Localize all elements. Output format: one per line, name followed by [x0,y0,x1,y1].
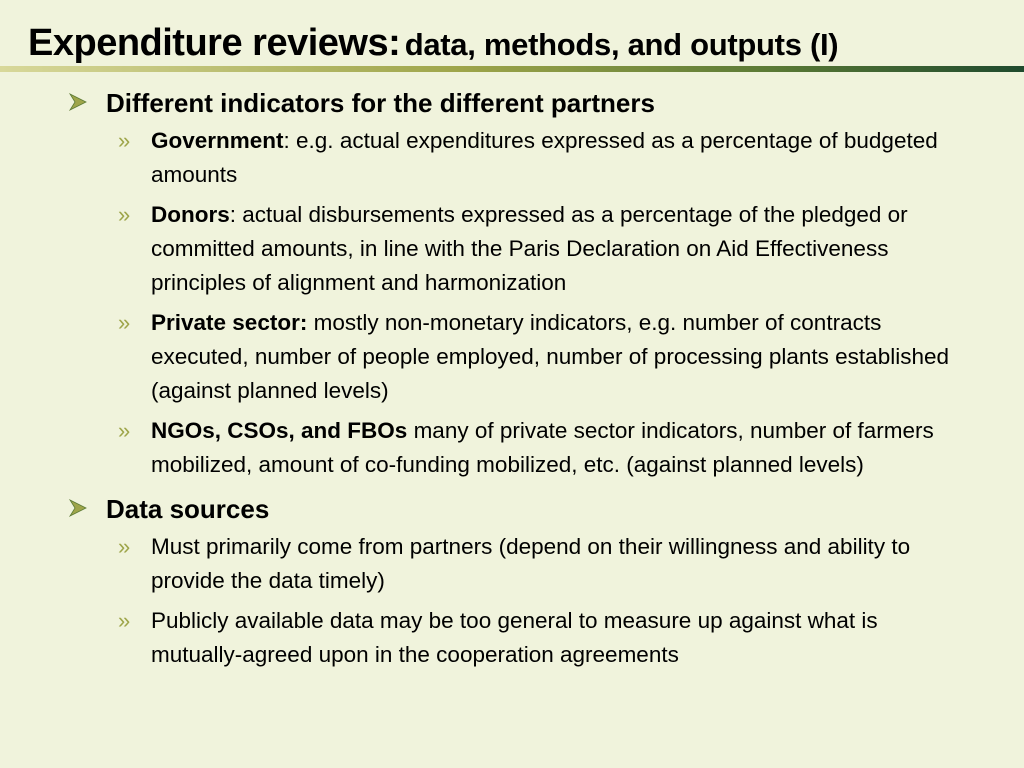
slide-body [66,86,966,682]
list-item-government [66,124,966,192]
list-item-partners-source [66,530,966,598]
arrow-bullet-icon [68,92,88,112]
title-divider [0,66,1024,72]
arrow-bullet-icon [68,498,88,518]
title-main: Expenditure reviews: [28,22,401,64]
item-text: : e.g. actual expenditures expressed as a percentage of budgeted amounts [151,128,938,187]
section-heading: Different indicators for the different partners [106,88,655,118]
partner-indicator-list [66,124,966,482]
list-item-donors [66,198,966,300]
chevron-bullet-icon: » [118,534,131,559]
bullet-data-sources [66,492,966,526]
item-text: Must primarily come from partners (depend on their willingness and ability to provide the data timely) [151,534,911,593]
list-item-public-data [66,604,966,672]
chevron-bullet-icon: » [118,128,131,153]
item-term: NGOs, CSOs, and FBOs [151,418,408,443]
list-item-ngos [66,414,966,482]
item-term: Government [151,128,284,153]
section-heading: Data sources [106,494,270,524]
item-text: : actual disbursements expressed as a percentage of the pledged or committed amounts, in line with the Paris Declaration on Aid Effectiveness principles of alignment and harmonization [151,202,908,295]
item-term: Private sector: [151,310,308,335]
item-term: Donors [151,202,230,227]
data-sources-list [66,530,966,672]
chevron-bullet-icon: » [118,608,131,633]
chevron-bullet-icon: » [118,202,131,227]
item-text: Publicly available data may be too general to measure up against what is mutually-agreed upon in the cooperation agreements [151,608,878,667]
slide-title [28,22,838,65]
chevron-bullet-icon: » [118,310,131,335]
bullet-partner-indicators [66,86,966,120]
item-text: many of private sector indicators, number of farmers mobilized, amount of co-funding mobilized, etc. (against planned levels) [151,418,934,477]
title-sub: data, methods, and outputs (I) [404,27,839,62]
list-item-private-sector [66,306,966,408]
item-text: mostly non-monetary indicators, e.g. number of contracts executed, number of people employed, number of processing plants established (against planned levels) [151,310,949,403]
chevron-bullet-icon: » [118,418,131,443]
